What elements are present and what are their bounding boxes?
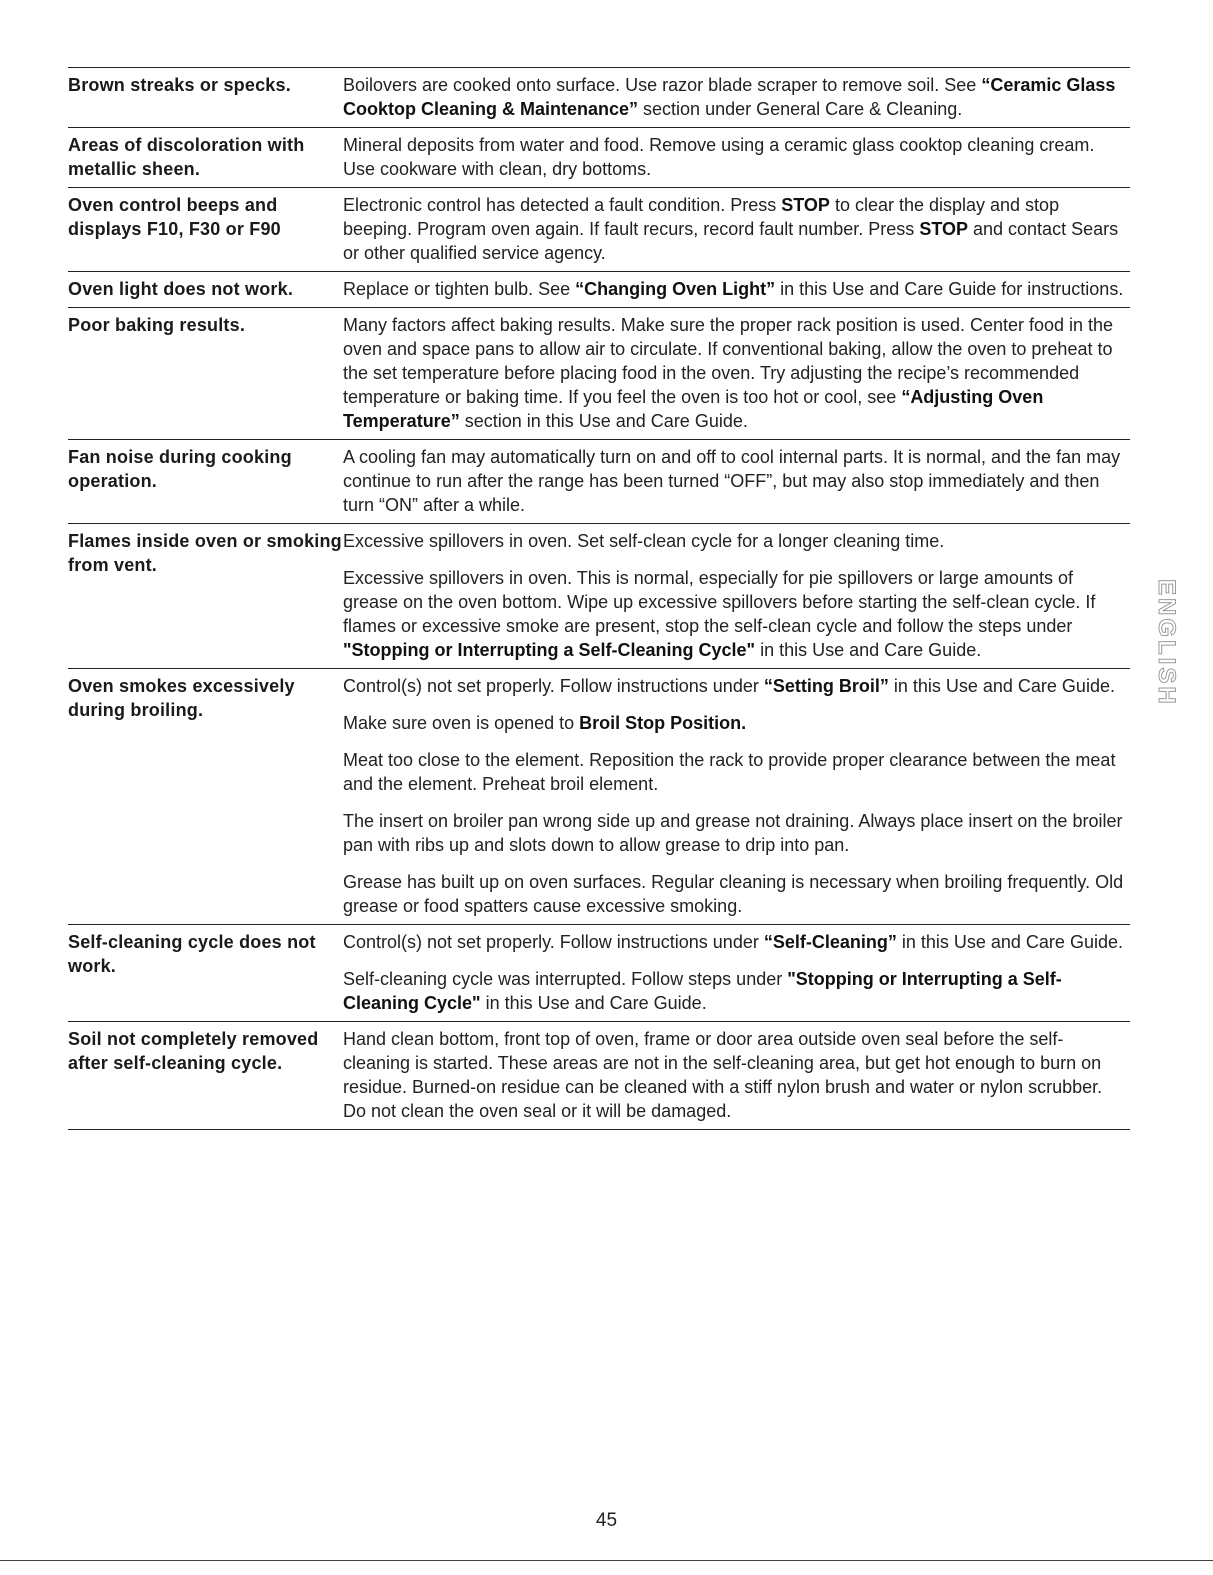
troubleshooting-table	[68, 67, 1130, 1130]
emphasis-text: “Self-Cleaning”	[763, 932, 897, 952]
solution-paragraph	[343, 445, 1130, 517]
body-text: Electronic control has detected a fault condition. Press	[343, 195, 782, 215]
body-text: in this Use and Care Guide.	[888, 676, 1115, 696]
emphasis-text: “Setting Broil”	[763, 676, 889, 696]
body-text: Excessive spillovers in oven. This is normal, especially for pie spillovers or large amounts of grease on the oven bottom. Wipe up excessive spillovers before starting the self-clean cycle. If flames or excessive smoke are present, stop the self-clean cycle and follow the steps under	[343, 568, 1096, 636]
table-row	[68, 271, 1130, 307]
problem-label: Brown streaks or specks.	[68, 75, 291, 95]
solution-paragraph	[343, 529, 1130, 553]
solution-paragraph	[343, 277, 1130, 301]
solution-cell	[343, 193, 1130, 265]
emphasis-text: “Changing Oven Light”	[575, 279, 776, 299]
body-text: to clear the display and stop beeping. Program oven again. If fault recurs, record fault number. Press	[343, 195, 1060, 239]
table-row	[68, 1021, 1130, 1129]
solution-paragraph	[343, 193, 1130, 265]
table-row	[68, 924, 1130, 1021]
problem-label: Oven light does not work.	[68, 279, 294, 299]
table-row	[68, 187, 1130, 271]
body-text: Excessive spillovers in oven. Set self-clean cycle for a longer cleaning time.	[343, 531, 945, 551]
body-text: Mineral deposits from water and food. Remove using a ceramic glass cooktop cleaning cream. Use cookware with clean, dry bottoms.	[343, 135, 1095, 179]
table-row	[68, 668, 1130, 924]
body-text: in this Use and Care Guide for instructions.	[775, 279, 1124, 299]
solution-paragraph	[343, 73, 1130, 121]
body-text: Many factors affect baking results. Make sure the proper rack position is used. Center food in the oven and space pans to allow air to circulate. If conventional baking, allow the oven to preheat to the set temperature before placing food in the oven. Try adjusting the recipe’s recommended temperature or baking time. If you feel the oven is too hot or cool, see	[343, 315, 1114, 407]
body-text: Replace or tighten bulb. See	[343, 279, 576, 299]
problem-label: Areas of discoloration with metallic sheen.	[68, 135, 305, 179]
solution-cell	[343, 674, 1130, 918]
body-text: Control(s) not set properly. Follow instructions under	[343, 676, 764, 696]
problem-label: Poor baking results.	[68, 315, 246, 335]
body-text: in this Use and Care Guide.	[896, 932, 1123, 952]
emphasis-text: STOP	[781, 195, 830, 215]
body-text: in this Use and Care Guide.	[755, 640, 982, 660]
table-row	[68, 439, 1130, 523]
body-text: Grease has built up on oven surfaces. Regular cleaning is necessary when broiling frequently. Old grease or food spatters cause excessive smoking.	[343, 872, 1124, 916]
solution-cell	[343, 313, 1130, 433]
language-side-tab	[1152, 578, 1180, 708]
solution-paragraph	[343, 809, 1130, 857]
solution-cell	[343, 73, 1130, 121]
solution-cell	[343, 133, 1130, 181]
table-row	[68, 127, 1130, 187]
table-row	[68, 307, 1130, 439]
solution-cell	[343, 930, 1130, 1015]
body-text: Self-cleaning cycle was interrupted. Follow steps under	[343, 969, 788, 989]
problem-label: Flames inside oven or smoking from vent.	[68, 531, 342, 575]
solution-cell	[343, 277, 1130, 301]
solution-paragraph	[343, 566, 1130, 662]
bottom-rule	[0, 1560, 1213, 1561]
problem-label: Fan noise during cooking operation.	[68, 447, 292, 491]
solution-paragraph	[343, 967, 1130, 1015]
solution-paragraph	[343, 870, 1130, 918]
solution-paragraph	[343, 1027, 1130, 1123]
problem-label: Oven control beeps and displays F10, F30 or F90	[68, 195, 281, 239]
problem-label: Soil not completely removed after self-cleaning cycle.	[68, 1029, 319, 1073]
body-text: Boilovers are cooked onto surface. Use razor blade scraper to remove soil. See	[343, 75, 982, 95]
problem-label: Oven smokes excessively during broiling.	[68, 676, 295, 720]
body-text: Meat too close to the element. Reposition the rack to provide proper clearance between the meat and the element. Preheat broil element.	[343, 750, 1116, 794]
solution-cell	[343, 445, 1130, 517]
solution-paragraph	[343, 748, 1130, 796]
emphasis-text: “Ceramic Glass Cooktop Cleaning & Maintenance”	[343, 75, 1116, 119]
body-text: and contact Sears or other qualified service agency.	[343, 219, 1119, 263]
language-label: ENGLISH	[1153, 579, 1180, 707]
emphasis-text: “Adjusting Oven Temperature”	[343, 387, 1044, 431]
emphasis-text: STOP	[919, 219, 968, 239]
body-text: The insert on broiler pan wrong side up and grease not draining. Always place insert on the broiler pan with ribs up and slots down to allow grease to drip into pan.	[343, 811, 1123, 855]
body-text: section in this Use and Care Guide.	[459, 411, 748, 431]
emphasis-text: "Stopping or Interrupting a Self-Cleaning Cycle"	[343, 640, 756, 660]
emphasis-text: "Stopping or Interrupting a Self-Cleaning Cycle"	[343, 969, 1062, 1013]
solution-paragraph	[343, 313, 1130, 433]
body-text: section under General Care & Cleaning.	[638, 99, 963, 119]
body-text: Control(s) not set properly. Follow instructions under	[343, 932, 764, 952]
body-text: Make sure oven is opened to	[343, 713, 580, 733]
page-number: 45	[595, 1510, 618, 1531]
solution-paragraph	[343, 930, 1130, 954]
body-text: A cooling fan may automatically turn on and off to cool internal parts. It is normal, and the fan may continue to run after the range has been turned “OFF”, but may also stop immediately and then turn “ON” after a while.	[343, 447, 1121, 515]
solution-paragraph	[343, 674, 1130, 698]
body-text: in this Use and Care Guide.	[480, 993, 707, 1013]
solution-cell	[343, 1027, 1130, 1123]
emphasis-text: Broil Stop Position.	[579, 713, 747, 733]
table-row	[68, 523, 1130, 668]
solution-paragraph	[343, 711, 1130, 735]
table-row	[68, 68, 1130, 127]
body-text: Hand clean bottom, front top of oven, frame or door area outside oven seal before the self-cleaning is started. These areas are not in the self-cleaning area, but get hot enough to burn on residue. Burned-on residue can be cleaned with a stiff nylon brush and water or nylon scrubber. Do not clean the oven seal or it will be damaged.	[343, 1029, 1103, 1121]
solution-cell	[343, 529, 1130, 662]
solution-paragraph	[343, 133, 1130, 181]
problem-label: Self-cleaning cycle does not work.	[68, 932, 316, 976]
